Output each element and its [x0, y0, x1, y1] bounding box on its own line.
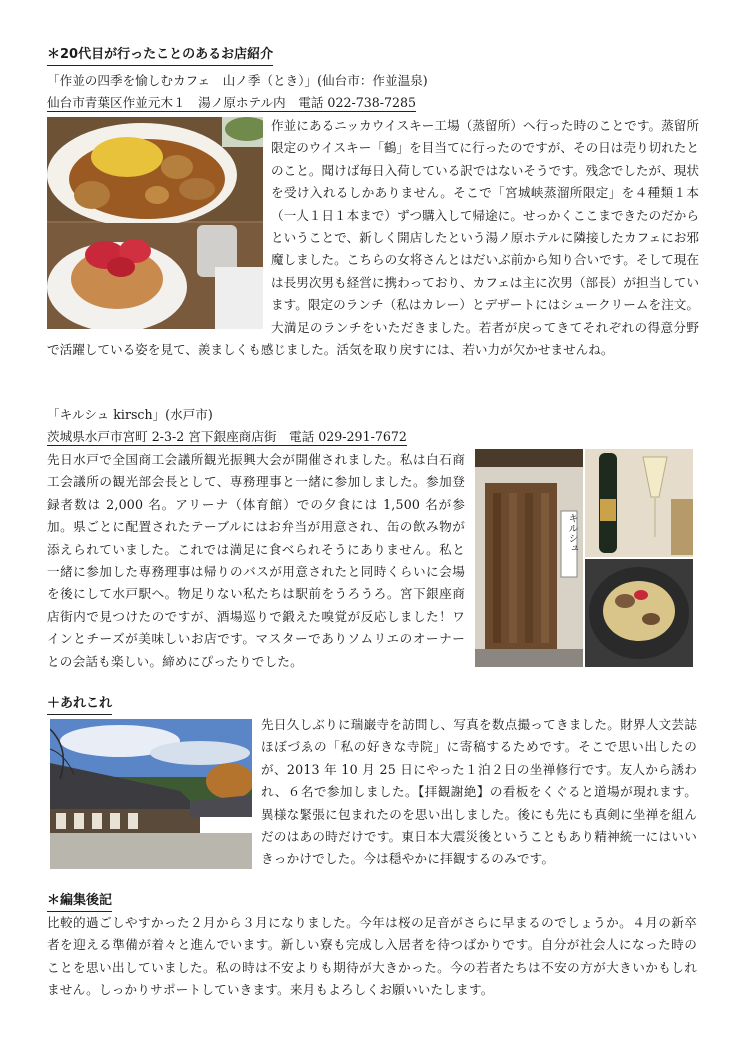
shop1-text: 作並にあるニッカウイスキー工場（蒸留所）へ行った時のことです。蒸留所限定のウイスキー「鶴」を目当てに行ったのですが、その日は売り切れたとのこと。聞けば毎日入荷している訳ではないそうです。残念でしたが、現状を受け入れるしかありません。そこで「宮城峡蒸溜所限定」を４種類１本（一人１日１本まで）ずつ購入して帰途に。せっかくここまできたのだからということで、新しく開店したという湯ノ原ホテルに隣接したカフェにお邪魔しました。こちらの女将さんとはだいぶ前から知り合いです。そして現在は長男次男も経営に携わっており、カフェは主に次男（部長）が担当しています。限定のランチ（私はカレー）とデザートにはシュークリームを注文。大満足のランチをいただきました。若者が戻ってきてそれぞれの得意分野で活躍している姿を見て、羨ましくも感じました。活気を取り戻すには、若い力が欠かせませんね。 — [47, 118, 699, 358]
shop2-restaurant-photos — [475, 449, 693, 667]
shop2-address: 茨城県水戸市宮町 2-3-2 宮下銀座商店街 電話 029-291-7672 — [47, 429, 407, 444]
shop2-text: 先日水戸で全国商工会議所観光振興大会が開催されました。私は白石商工会議所の観光部会長として、専務理事と一緒に参加しました。参加登録者数は 2,000 名。アリーナ（体育館）での夕食には 1,500 名が参加。県ごとに配置されたテーブルにはお弁当が用意され、缶の飲み物が添えられていました。これでは満足に食べられそうにありません。私と一緒に参加した専務理事は帰りのバスが用意されたと同時くらいに会場を後にして水戸駅へ。物足りない私たちは駅前をうろうろ。宮下銀座商店街内で見つけたのですが、酒場巡りで鍛えた嗅覚が反応しました！ワインとチーズが美味しいお店です。マスターでありソムリエのオーナーとの会話も楽しい。締めにぴったりでした。 — [47, 452, 465, 669]
shop1-address: 仙台市青葉区作並元木１ 湯ノ原ホテル内 電話 022-738-7285 — [47, 95, 417, 110]
shop-sign: キルシュ — [566, 513, 577, 553]
section-heading-misc: ＋あれこれ — [47, 696, 112, 715]
temple-photo — [50, 719, 252, 869]
shop2-title: 「キルシュ kirsch」(水戸市) — [47, 407, 213, 422]
editor-note-text: 比較的過ごしやすかった２月から３月になりました。今年は桜の足音がさらに早まるのでしょうか。４月の新卒者を迎える準備が着々と進んでいます。新しい寮も完成し入居者を待つばかりです。自分が社会人になった時のことを思い出していました。私の時は不安よりも期待が大きかった。今の若者たちは不安の方が大きいかもしれません。しっかりサポートしていきます。来月もよろしくお願いいたします。 — [47, 915, 697, 998]
section-heading-shops: ＊20代目が行ったことのあるお店紹介 — [47, 47, 273, 66]
misc-text: 先日久しぶりに瑞巌寺を訪問し、写真を数点撮ってきました。財界人文芸誌ほぼづゑの「私の好きな寺院」に寄稿するためです。そこで思い出したのが、2013 年 10 月 25 日にやった１泊２日の坐禅修行です。友人から誘われ、６名で参加しました。【拝観謝絶】の看板をくぐると道場が現れます。異様な緊張に包まれたのを思い出しました。後にも先にも真剣に坐禅を組んだのはあの時だけです。東日本大震災後ということもあり精神統一にはいいきっかけでした。今は穏やかに拝観するのみです。 — [261, 717, 697, 867]
section-heading-editor-note: ＊編集後記 — [47, 893, 112, 912]
shop1-title: 「作並の四季を愉しむカフェ 山ノ季（とき）」(仙台市：作並温泉) — [47, 73, 428, 88]
